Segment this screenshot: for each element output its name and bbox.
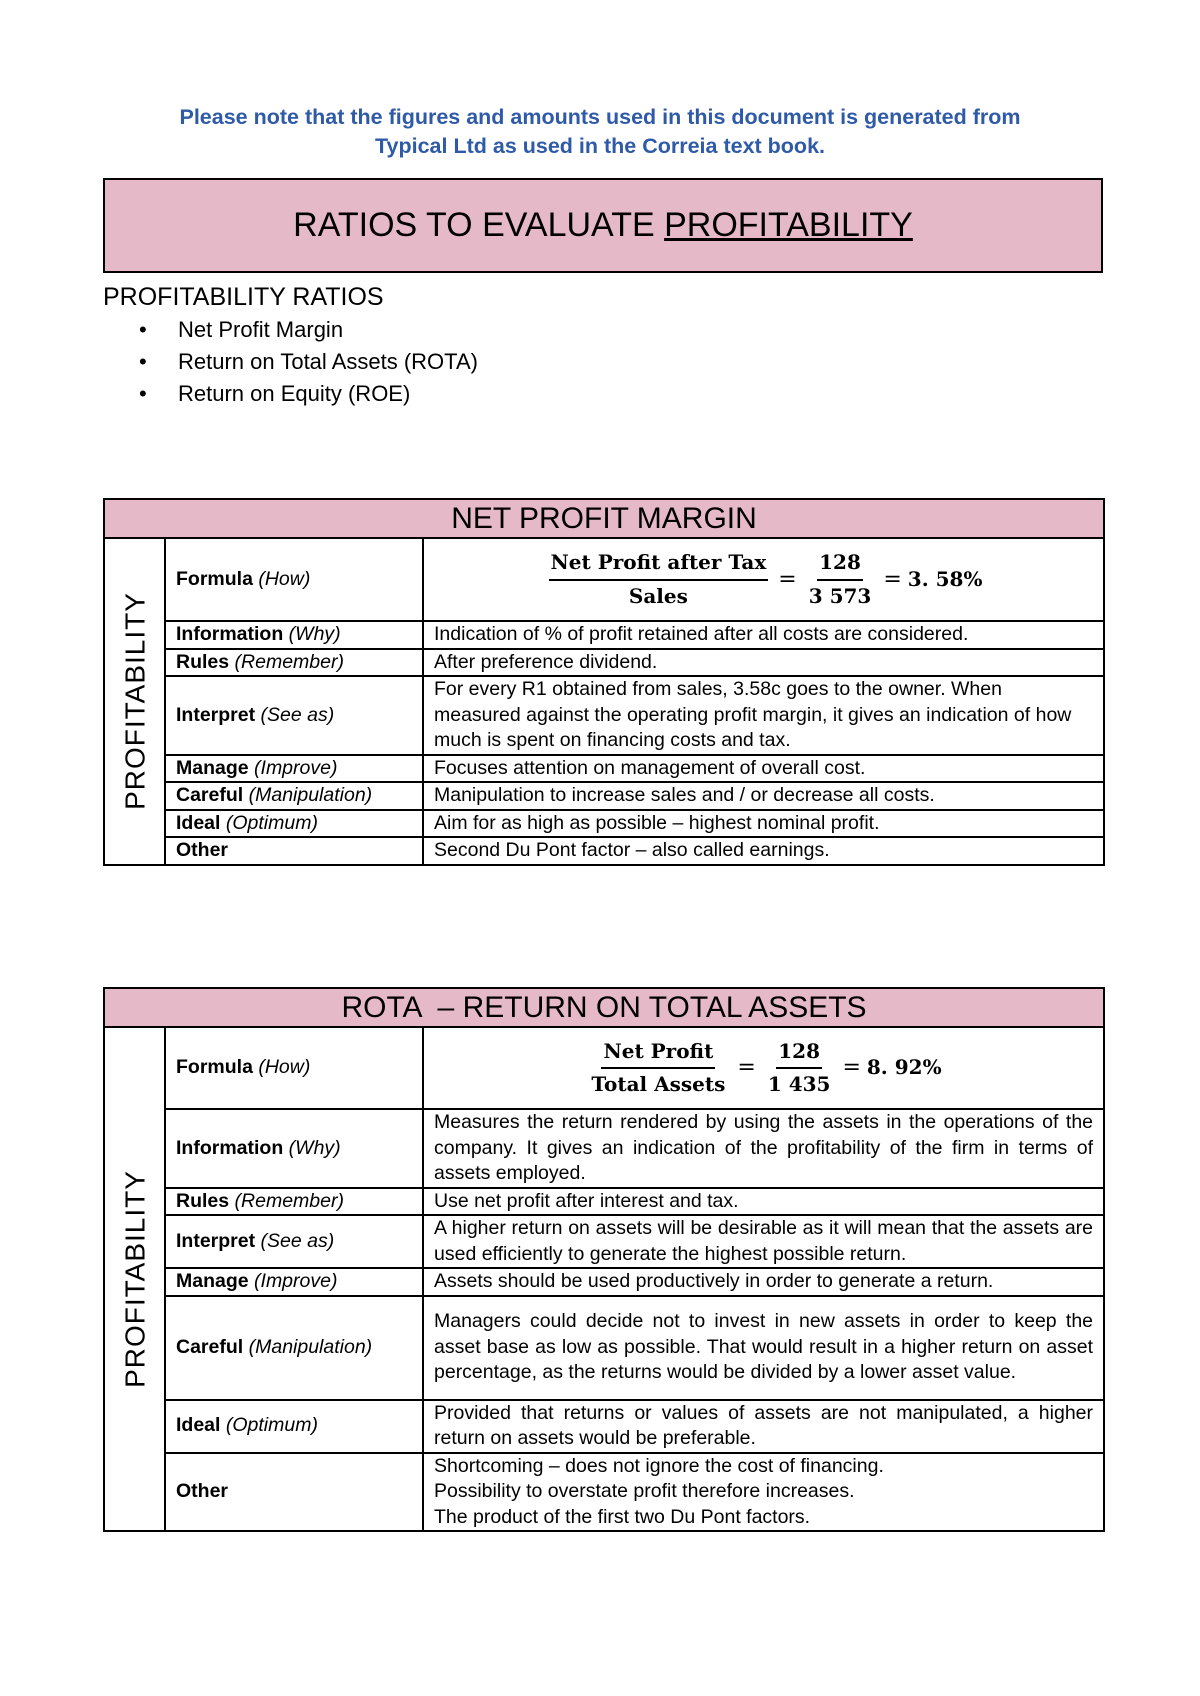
row-text: Indication of % of profit retained after all costs are considered. bbox=[423, 621, 1104, 649]
title-prefix: RATIOS TO EVALUATE bbox=[293, 206, 665, 244]
document-note bbox=[100, 103, 1100, 161]
row-label: Manage (Improve) bbox=[165, 1268, 423, 1296]
other-line-1: Shortcoming – does not ignore the cost of financing. bbox=[434, 1454, 884, 1477]
side-label: PROFITABILITY bbox=[104, 1027, 165, 1531]
row-text: Use net profit after interest and tax. bbox=[423, 1188, 1104, 1216]
row-label: Careful (Manipulation) bbox=[165, 1296, 423, 1400]
row-text: After preference dividend. bbox=[423, 649, 1104, 677]
row-text: For every R1 obtained from sales, 3.58c goes to the owner. When measured against the operating profit margin, it gives an indication of how much is spent on financing costs and tax. bbox=[423, 676, 1104, 755]
profitability-ratios-list bbox=[103, 280, 478, 410]
row-label: Interpret (See as) bbox=[165, 676, 423, 755]
list-item: • Return on Equity (ROE) bbox=[103, 378, 478, 410]
formula-result: 3. 58% bbox=[907, 566, 983, 591]
row-text: Second Du Pont factor – also called earnings. bbox=[423, 837, 1104, 865]
row-label: Interpret (See as) bbox=[165, 1215, 423, 1268]
table-header: ROTA – RETURN ON TOTAL ASSETS bbox=[104, 988, 1104, 1027]
row-label: Other bbox=[165, 1453, 423, 1532]
formula-numerator: Net Profit bbox=[601, 1039, 715, 1070]
row-text: Provided that returns or values of assets are not manipulated, a higher return on assets would be preferable. bbox=[423, 1400, 1104, 1453]
side-label: PROFITABILITY bbox=[104, 538, 165, 865]
formula-denominator: Sales bbox=[628, 583, 688, 608]
page-title bbox=[103, 178, 1103, 273]
row-label: Manage (Improve) bbox=[165, 755, 423, 783]
row-label: Information (Why) bbox=[165, 621, 423, 649]
row-label: Other bbox=[165, 837, 423, 865]
row-label: Ideal (Optimum) bbox=[165, 1400, 423, 1453]
list-item: • Net Profit Margin bbox=[103, 314, 478, 346]
net-profit-margin-table bbox=[103, 498, 1105, 866]
list-item: • Return on Total Assets (ROTA) bbox=[103, 346, 478, 378]
row-label: Formula (How) bbox=[165, 1027, 423, 1109]
value-numerator: 128 bbox=[817, 550, 863, 581]
row-text: Assets should be used productively in order to generate a return. bbox=[423, 1268, 1104, 1296]
note-line-1: Please note that the figures and amounts used in this document is generated from bbox=[179, 105, 1021, 129]
formula-cell: $\frac{\text{Net Profit}}{\text{Total Assets}}$ = $\frac{128}{1 435}$ = 8. 92% bbox=[423, 1027, 1104, 1109]
row-text: Focuses attention on management of overall cost. bbox=[423, 755, 1104, 783]
value-denominator: 3 573 bbox=[808, 583, 872, 608]
row-text: Measures the return rendered by using the assets in the operations of the company. It gives an indication of the profitability of the firm in terms of assets employed. bbox=[423, 1109, 1104, 1188]
row-text: Manipulation to increase sales and / or decrease all costs. bbox=[423, 782, 1104, 810]
value-denominator: 1 435 bbox=[767, 1072, 831, 1096]
row-label: Formula (How) bbox=[165, 538, 423, 621]
value-numerator: 128 bbox=[776, 1039, 822, 1070]
list-heading: PROFITABILITY RATIOS bbox=[103, 283, 384, 311]
table-header: NET PROFIT MARGIN bbox=[104, 499, 1104, 538]
row-text: Managers could decide not to invest in new assets in order to keep the asset base as low as possible. That would result in a higher return on asset percentage, as the returns would be divided by a lower asset value. bbox=[423, 1296, 1104, 1400]
row-label: Rules (Remember) bbox=[165, 1188, 423, 1216]
row-label: Ideal (Optimum) bbox=[165, 810, 423, 838]
row-label: Careful (Manipulation) bbox=[165, 782, 423, 810]
row-label: Rules (Remember) bbox=[165, 649, 423, 677]
formula-denominator: Total Assets bbox=[591, 1072, 726, 1096]
formula-result: 8. 92% bbox=[866, 1055, 942, 1080]
note-line-2: Typical Ltd as used in the Correia text book. bbox=[375, 134, 825, 158]
row-label: Information (Why) bbox=[165, 1109, 423, 1188]
row-text bbox=[423, 1453, 1104, 1532]
row-text: Aim for as high as possible – highest nominal profit. bbox=[423, 810, 1104, 838]
row-text: A higher return on assets will be desirable as it will mean that the assets are used efficiently to generate the highest possible return. bbox=[423, 1215, 1104, 1268]
other-line-3: The product of the first two Du Pont factors. bbox=[434, 1505, 811, 1528]
formula-numerator: Net Profit after Tax bbox=[549, 550, 769, 581]
formula-cell: $\frac{\text{Net Profit after Tax}}{\text{Sales}}$ = $\frac{128}{3 573}$ = 3. 58% bbox=[423, 538, 1104, 621]
rota-table bbox=[103, 987, 1105, 1532]
title-underlined: PROFITABILITY bbox=[664, 206, 913, 244]
other-line-2: Possibility to overstate profit therefore increases. bbox=[434, 1480, 855, 1502]
